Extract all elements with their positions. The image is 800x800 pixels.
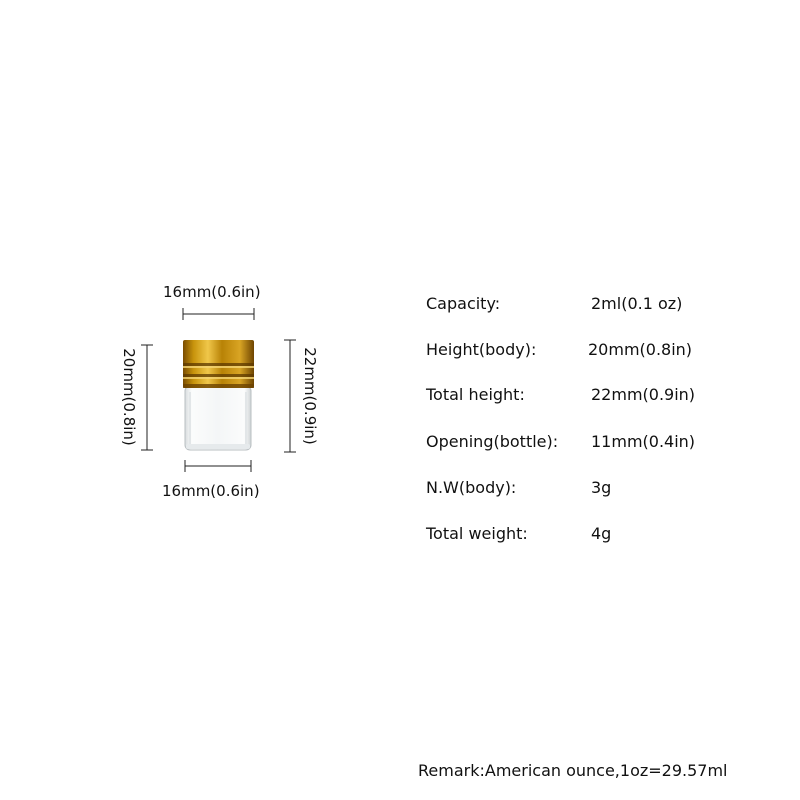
spec-value: 2ml(0.1 oz)	[591, 294, 683, 313]
total-height-dimension-line	[284, 340, 296, 452]
total-height-label-container	[299, 336, 321, 456]
body-height-label: 20mm(0.8in)	[120, 348, 138, 446]
spec-value: 11mm(0.4in)	[591, 432, 696, 451]
spec-label: Total height:	[426, 385, 525, 404]
spec-value: 20mm(0.8in)	[588, 340, 693, 359]
body-height-dimension-line	[141, 345, 153, 450]
spec-value: 22mm(0.9in)	[591, 385, 696, 404]
bottom-width-label: 16mm(0.6in)	[162, 482, 260, 500]
spec-label: Height(body):	[426, 340, 537, 359]
gold-screw-cap	[183, 340, 254, 388]
total-height-label: 22mm(0.9in)	[301, 347, 319, 445]
spec-label: Capacity:	[426, 294, 501, 313]
top-width-dimension-line	[183, 308, 254, 320]
spec-value: 4g	[591, 524, 612, 543]
spec-label: Total weight:	[426, 524, 528, 543]
glass-vial-body	[185, 386, 251, 450]
spec-label: N.W(body):	[426, 478, 517, 497]
top-width-label: 16mm(0.6in)	[163, 283, 261, 301]
spec-label: Opening(bottle):	[426, 432, 559, 451]
remark-note: Remark:American ounce,1oz=29.57ml	[418, 761, 728, 780]
spec-value: 3g	[591, 478, 612, 497]
bottom-width-dimension-line	[185, 460, 251, 472]
body-height-label-container	[118, 338, 140, 456]
